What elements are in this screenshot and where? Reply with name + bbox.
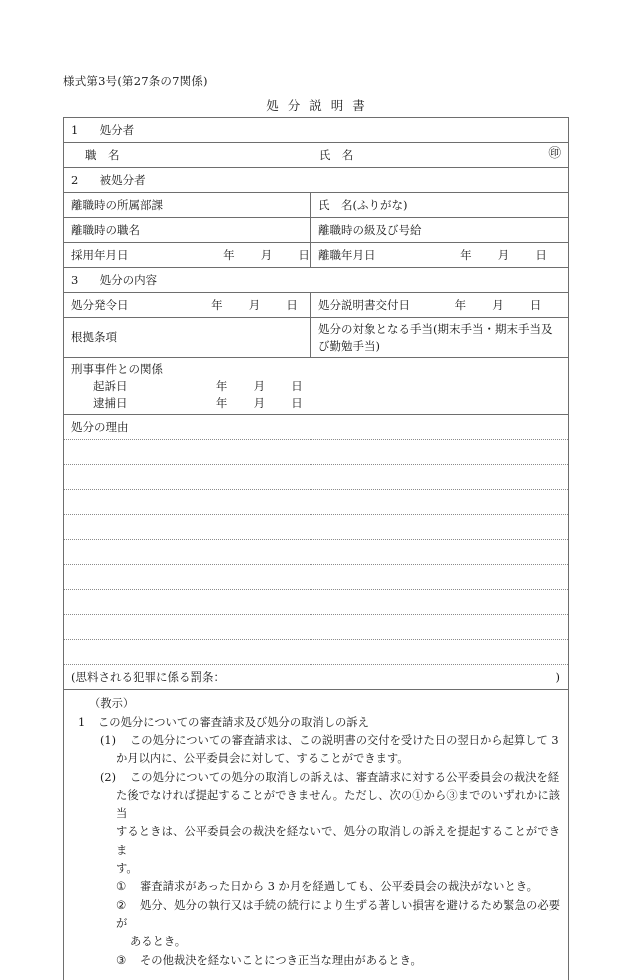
reason-blank-line[interactable] — [64, 465, 569, 490]
arrest-date-label: 逮捕日 — [93, 395, 128, 410]
section2-heading-cell — [64, 169, 568, 192]
delivery-date-month: 月 — [492, 297, 504, 312]
section3-heading: 処分の内容 — [99, 272, 158, 287]
department-label-cell[interactable] — [64, 194, 310, 217]
issue-date-month: 月 — [248, 297, 261, 312]
penal-provision-open-text: (思料される犯罪に係る罰条： — [71, 670, 225, 685]
legal-basis-label: 根拠条項 — [71, 330, 117, 345]
table-row-issue-delivery-dates — [64, 293, 569, 318]
reason-blank-line[interactable] — [64, 615, 569, 640]
furigana-name-label-cell[interactable] — [311, 194, 568, 217]
reason-blank-line-input[interactable] — [64, 616, 568, 639]
leaving-grade-label-cell[interactable] — [311, 219, 568, 242]
reason-blank-line[interactable] — [64, 490, 569, 515]
section1-number: 1 — [71, 122, 79, 137]
table-row-disciplinarian — [64, 143, 569, 168]
leave-date-year: 年 — [460, 247, 472, 262]
name-label: 氏 名 — [318, 147, 354, 162]
notice-circled-1-number: ① — [116, 880, 127, 894]
prosecution-date-month: 月 — [253, 379, 266, 394]
leaving-job-title-label: 離職時の職名 — [71, 222, 140, 237]
prosecution-date-day: 日 — [291, 379, 303, 394]
leave-date-day: 日 — [535, 247, 547, 262]
delivery-date-cell[interactable] — [311, 294, 568, 317]
reason-heading: 処分の理由 — [71, 420, 129, 435]
legal-basis-cell[interactable] — [64, 326, 310, 349]
notice-circled-item-2 — [72, 897, 560, 934]
hire-date-cell[interactable] — [64, 244, 310, 267]
notice-para-2-cont-2: するときは、公平委員会の裁決を経ないで、処分の取消しの訴えを提起することができま — [116, 825, 561, 857]
reason-blank-line[interactable] — [64, 540, 569, 565]
leaving-grade-label: 離職時の級及び号給 — [318, 222, 422, 237]
notice-para-1-cont: か月以内に、公平委員会に対して、することができます。 — [116, 752, 409, 766]
notice-para-1-text: この処分についての審査請求は、この説明書の交付を受けた日の翌日から起算して 3 — [130, 733, 559, 747]
notice-item-1-number: 1 — [78, 715, 86, 729]
section1-heading: 処分者 — [99, 122, 135, 137]
arrest-date-month: 月 — [253, 395, 266, 410]
prosecution-date-label: 起訴日 — [93, 379, 128, 394]
table-row-hire-leave-dates — [64, 243, 569, 268]
section3-heading-cell — [64, 269, 568, 292]
form-code-label: 様式第3号(第27条の7関係) — [63, 74, 208, 88]
leaving-job-title-label-cell[interactable] — [64, 219, 310, 242]
leave-date-month: 月 — [497, 247, 510, 262]
table-row-basis-allowance — [64, 318, 569, 358]
arrest-date-day: 日 — [291, 395, 303, 410]
disciplinary-notice-table — [63, 117, 569, 980]
notice-item-1 — [72, 714, 560, 732]
notice-circled-3-number: ③ — [116, 953, 127, 967]
penal-provision-cell[interactable] — [64, 666, 568, 689]
reason-blank-line-input[interactable] — [64, 591, 568, 614]
job-title-label: 職 名 — [85, 147, 120, 162]
reason-blank-line-input[interactable] — [64, 491, 568, 514]
delivery-date-day: 日 — [529, 297, 542, 312]
prosecution-date-fields[interactable] — [205, 378, 314, 395]
arrest-date-fields[interactable] — [205, 395, 314, 412]
criminal-relation-cell[interactable] — [64, 358, 568, 414]
notice-circled-item-3 — [72, 952, 560, 970]
section3-number: 3 — [71, 272, 79, 287]
table-row-notice — [64, 690, 569, 980]
allowance-cell[interactable] — [311, 318, 568, 357]
leave-date-fields[interactable] — [379, 247, 558, 264]
reason-blank-line[interactable] — [64, 640, 569, 665]
allowance-label: 処分の対象となる手当(期末手当・期末手当及び勤勉手当) — [318, 322, 553, 353]
prosecution-date-year: 年 — [215, 379, 228, 394]
reason-blank-line-input[interactable] — [64, 541, 568, 564]
hire-date-month: 月 — [260, 247, 273, 262]
notice-circled-3-text: その他裁決を経ないことにつき正当な理由があるとき。 — [140, 953, 422, 967]
delivery-date-fields[interactable] — [414, 297, 553, 314]
reason-blank-line-input[interactable] — [64, 566, 568, 589]
reason-blank-line[interactable] — [64, 590, 569, 615]
notice-para-2-text: この処分についての処分の取消しの訴えは、審査請求に対する公平委員会の裁決を経 — [130, 770, 560, 784]
section2-heading: 被処分者 — [99, 172, 146, 187]
hire-date-fields[interactable] — [132, 247, 321, 264]
reason-blank-line[interactable] — [64, 565, 569, 590]
reason-blank-line[interactable] — [64, 515, 569, 540]
table-row-department — [64, 193, 569, 218]
reason-heading-cell — [64, 416, 568, 439]
notice-para-1 — [72, 732, 560, 750]
delivery-date-label: 処分説明書交付日 — [318, 297, 410, 312]
arrest-date-row[interactable] — [71, 395, 561, 412]
notice-block — [64, 690, 568, 979]
notice-circled-item-1 — [72, 878, 560, 896]
notice-para-2-cont-3: す。 — [116, 862, 138, 876]
table-row-section3-heading — [64, 268, 569, 293]
seal-icon: ㊞ — [548, 144, 562, 160]
notice-para-2-number: (2) — [100, 770, 117, 784]
reason-blank-line-input[interactable] — [64, 516, 568, 539]
penal-provision-close-text: ) — [555, 670, 561, 685]
table-row-reason-heading — [64, 415, 569, 440]
department-label: 離職時の所属部課 — [71, 197, 163, 212]
reason-blank-line-input[interactable] — [64, 466, 568, 489]
issue-date-year: 年 — [211, 297, 223, 312]
table-row-section2-heading — [64, 168, 569, 193]
hire-date-year: 年 — [223, 247, 235, 262]
table-row-criminal-relation — [64, 358, 569, 415]
arrest-date-year: 年 — [215, 395, 228, 410]
criminal-relation-heading: 刑事事件との関係 — [71, 362, 163, 377]
reason-blank-line-input[interactable] — [64, 441, 568, 464]
page-title: 処分説明書 — [266, 98, 374, 113]
section2-number: 2 — [71, 172, 79, 187]
reason-blank-line[interactable] — [64, 440, 569, 465]
section1-heading-cell — [64, 119, 568, 142]
prosecution-date-row[interactable] — [71, 378, 561, 395]
table-row-job-title-at-leaving — [64, 218, 569, 243]
delivery-date-year: 年 — [454, 297, 467, 312]
issue-date-fields[interactable] — [132, 297, 309, 314]
notice-circled-2-cont: あるとき。 — [130, 935, 187, 949]
notice-para-2-cont-1: た後でなければ提起することができません。ただし、次の①から③までのいずれかに該当 — [116, 788, 561, 821]
notice-heading: （教示） — [89, 697, 135, 711]
furigana-name-label: 氏 名(ふりがな) — [318, 197, 408, 212]
leave-date-cell[interactable] — [311, 244, 568, 267]
notice-circled-2-number: ② — [116, 898, 127, 912]
issue-date-label: 処分発令日 — [71, 297, 129, 312]
table-row-penal-provision — [64, 665, 569, 690]
issue-date-day: 日 — [286, 297, 298, 312]
notice-circled-2-text: 処分、処分の執行又は手続の続行により生ずる著しい損害を避けるため緊急の必要が — [116, 898, 561, 930]
hire-date-day: 日 — [298, 247, 310, 262]
notice-para-1-number: (1) — [100, 733, 117, 747]
leave-date-label: 離職年月日 — [318, 247, 376, 262]
hire-date-label: 採用年月日 — [71, 247, 129, 262]
notice-para-2 — [72, 769, 560, 787]
table-row-section1-heading — [64, 118, 569, 143]
issue-date-cell[interactable] — [64, 294, 310, 317]
notice-circled-1-text: 審査請求があった日から 3 か月を経過しても、公平委員会の裁決がないとき。 — [140, 880, 538, 894]
notice-item-1-text: この処分についての審査請求及び処分の取消しの訴え — [98, 715, 369, 729]
reason-blank-line-input[interactable] — [64, 641, 568, 664]
disciplinarian-cell[interactable] — [64, 144, 568, 167]
